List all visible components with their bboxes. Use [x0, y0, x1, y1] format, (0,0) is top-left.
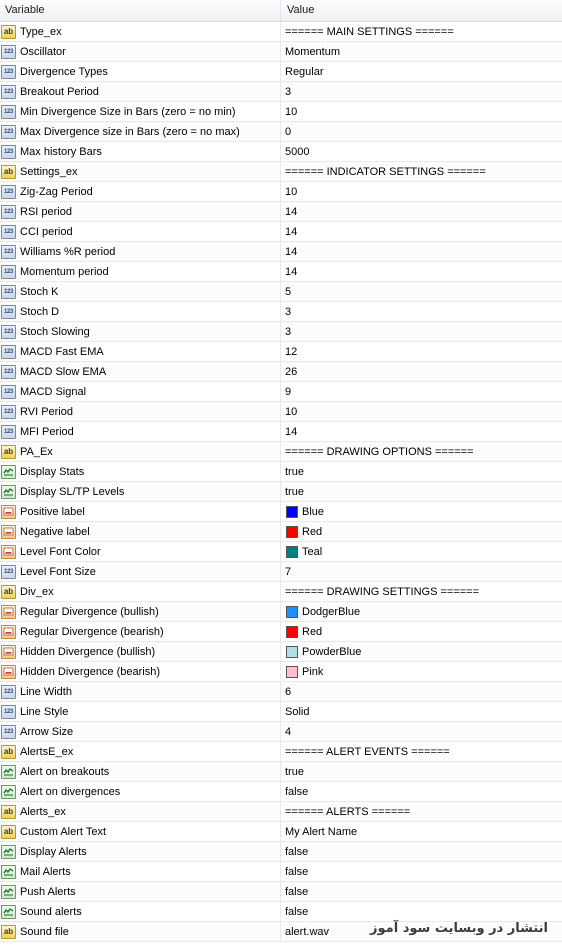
grid-row[interactable] — [0, 642, 562, 662]
value-cell[interactable] — [281, 722, 562, 741]
variable-cell[interactable] — [0, 462, 281, 481]
variable-label: Settings_ex — [20, 165, 78, 178]
variable-label: MACD Fast EMA — [20, 345, 104, 358]
string-type-icon — [1, 925, 16, 939]
variable-cell[interactable] — [0, 422, 281, 441]
value-text: 5 — [285, 285, 292, 298]
value-text: 6 — [285, 685, 292, 698]
grid-row[interactable] — [0, 842, 562, 862]
variable-cell[interactable] — [0, 482, 281, 501]
variable-cell[interactable] — [0, 442, 281, 461]
grid-row[interactable] — [0, 742, 562, 762]
numeric-type-icon — [1, 365, 16, 379]
numeric-type-icon — [1, 685, 16, 699]
value-text: 7 — [285, 565, 292, 578]
variable-cell[interactable] — [0, 762, 281, 781]
color-type-icon — [1, 645, 16, 659]
variable-label: MACD Signal — [20, 385, 87, 398]
string-type-icon — [1, 25, 16, 39]
variable-cell[interactable] — [0, 502, 281, 521]
value-text: true — [285, 765, 304, 778]
value-cell[interactable] — [281, 902, 562, 921]
variable-label: Positive label — [20, 505, 85, 518]
value-cell[interactable] — [281, 442, 562, 461]
numeric-type-icon — [1, 305, 16, 319]
variable-label: Oscillator — [20, 45, 66, 58]
variable-cell[interactable] — [0, 822, 281, 841]
value-cell[interactable] — [281, 142, 562, 161]
grid-row[interactable] — [0, 322, 562, 342]
value-cell[interactable] — [281, 682, 562, 701]
color-swatch — [286, 626, 298, 638]
grid-row[interactable] — [0, 62, 562, 82]
value-text: false — [285, 905, 309, 918]
variable-label: Alerts_ex — [20, 805, 66, 818]
value-text: false — [285, 785, 309, 798]
value-text: Momentum — [285, 45, 341, 58]
value-cell[interactable] — [281, 662, 562, 681]
variable-label: RSI period — [20, 205, 72, 218]
boolean-type-icon — [1, 905, 16, 919]
variable-cell[interactable] — [0, 122, 281, 141]
variable-label: Display Alerts — [20, 845, 87, 858]
variable-label: Momentum period — [20, 265, 109, 278]
variable-cell[interactable] — [0, 262, 281, 281]
value-text: ====== ALERTS ====== — [285, 805, 411, 818]
value-cell[interactable] — [281, 742, 562, 761]
variable-cell[interactable] — [0, 862, 281, 881]
variable-label: Div_ex — [20, 585, 54, 598]
variable-cell[interactable] — [0, 162, 281, 181]
variable-label: Line Width — [20, 685, 72, 698]
value-text: 10 — [285, 405, 298, 418]
grid-row[interactable] — [0, 862, 562, 882]
variable-label: Push Alerts — [20, 885, 76, 898]
variable-cell[interactable] — [0, 882, 281, 901]
value-cell[interactable] — [281, 482, 562, 501]
value-cell[interactable] — [281, 842, 562, 861]
color-type-icon — [1, 665, 16, 679]
value-text: 14 — [285, 425, 298, 438]
numeric-type-icon — [1, 145, 16, 159]
grid-row[interactable] — [0, 822, 562, 842]
grid-row[interactable] — [0, 202, 562, 222]
grid-row[interactable] — [0, 662, 562, 682]
value-cell[interactable] — [281, 462, 562, 481]
grid-row[interactable] — [0, 282, 562, 302]
string-type-icon — [1, 445, 16, 459]
numeric-type-icon — [1, 705, 16, 719]
column-header-value[interactable]: Value — [287, 4, 315, 16]
numeric-type-icon — [1, 325, 16, 339]
value-text: 3 — [285, 325, 292, 338]
variable-label: Type_ex — [20, 25, 62, 38]
grid-header — [0, 0, 562, 22]
numeric-type-icon — [1, 385, 16, 399]
grid-row[interactable] — [0, 482, 562, 502]
variable-cell[interactable] — [0, 22, 281, 41]
numeric-type-icon — [1, 345, 16, 359]
color-type-icon — [1, 505, 16, 519]
value-text: 14 — [285, 205, 298, 218]
grid-row[interactable] — [0, 562, 562, 582]
color-type-icon — [1, 525, 16, 539]
value-text: 26 — [285, 365, 298, 378]
variable-label: Hidden Divergence (bearish) — [20, 665, 161, 678]
grid-row[interactable] — [0, 402, 562, 422]
value-cell[interactable] — [281, 82, 562, 101]
variable-cell[interactable] — [0, 402, 281, 421]
value-text: ====== DRAWING OPTIONS ====== — [285, 445, 474, 458]
value-cell[interactable] — [281, 162, 562, 181]
color-swatch — [286, 546, 298, 558]
variable-cell[interactable] — [0, 802, 281, 821]
grid-row[interactable] — [0, 242, 562, 262]
value-text: false — [285, 885, 309, 898]
grid-row[interactable] — [0, 882, 562, 902]
value-cell[interactable] — [281, 382, 562, 401]
variable-label: Arrow Size — [20, 725, 74, 738]
value-cell[interactable] — [281, 342, 562, 361]
variable-label: CCI period — [20, 225, 73, 238]
value-text: 10 — [285, 105, 298, 118]
value-cell[interactable] — [281, 822, 562, 841]
variable-cell[interactable] — [0, 722, 281, 741]
variable-label: Mail Alerts — [20, 865, 71, 878]
color-swatch — [286, 506, 298, 518]
value-text: Teal — [302, 545, 323, 558]
value-cell[interactable] — [281, 122, 562, 141]
value-cell[interactable] — [281, 302, 562, 321]
boolean-type-icon — [1, 845, 16, 859]
numeric-type-icon — [1, 405, 16, 419]
grid-row[interactable] — [0, 782, 562, 802]
grid-row[interactable] — [0, 22, 562, 42]
numeric-type-icon — [1, 285, 16, 299]
value-text: 9 — [285, 385, 292, 398]
value-text: 4 — [285, 725, 292, 738]
grid-row[interactable] — [0, 222, 562, 242]
value-cell[interactable] — [281, 422, 562, 441]
value-text: Regular — [285, 65, 324, 78]
variable-cell[interactable] — [0, 602, 281, 621]
variable-cell[interactable] — [0, 782, 281, 801]
variable-label: PA_Ex — [20, 445, 53, 458]
value-text: 0 — [285, 125, 292, 138]
boolean-type-icon — [1, 865, 16, 879]
value-cell[interactable] — [281, 622, 562, 641]
value-text: ====== ALERT EVENTS ====== — [285, 745, 450, 758]
value-cell[interactable] — [281, 242, 562, 261]
variable-cell[interactable] — [0, 242, 281, 261]
value-cell[interactable] — [281, 282, 562, 301]
variable-cell[interactable] — [0, 662, 281, 681]
grid-row[interactable] — [0, 502, 562, 522]
value-text: 14 — [285, 225, 298, 238]
variable-label: Regular Divergence (bullish) — [20, 605, 159, 618]
variable-label: Stoch K — [20, 285, 59, 298]
variable-cell[interactable] — [0, 202, 281, 221]
variable-cell[interactable] — [0, 182, 281, 201]
variable-cell[interactable] — [0, 282, 281, 301]
value-cell[interactable] — [281, 642, 562, 661]
variable-label: Stoch Slowing — [20, 325, 90, 338]
boolean-type-icon — [1, 885, 16, 899]
color-type-icon — [1, 625, 16, 639]
variable-cell[interactable] — [0, 82, 281, 101]
value-text: false — [285, 865, 309, 878]
string-type-icon — [1, 825, 16, 839]
grid-row[interactable] — [0, 362, 562, 382]
value-cell[interactable] — [281, 862, 562, 881]
value-text: 10 — [285, 185, 298, 198]
grid-row[interactable] — [0, 902, 562, 922]
value-cell[interactable] — [281, 542, 562, 561]
grid-row[interactable] — [0, 722, 562, 742]
value-text: alert.wav — [285, 925, 330, 938]
variable-label: Display SL/TP Levels — [20, 485, 125, 498]
value-text: PowderBlue — [302, 645, 362, 658]
variable-cell[interactable] — [0, 102, 281, 121]
variable-cell[interactable] — [0, 642, 281, 661]
grid-row[interactable] — [0, 522, 562, 542]
grid-row[interactable] — [0, 262, 562, 282]
variable-label: Alert on breakouts — [20, 765, 110, 778]
color-swatch — [286, 666, 298, 678]
grid-row[interactable] — [0, 122, 562, 142]
variable-label: Regular Divergence (bearish) — [20, 625, 164, 638]
variable-label: Line Style — [20, 705, 69, 718]
variable-label: MACD Slow EMA — [20, 365, 107, 378]
grid-row[interactable] — [0, 462, 562, 482]
value-cell[interactable] — [281, 782, 562, 801]
variable-label: Alert on divergences — [20, 785, 121, 798]
value-cell[interactable] — [281, 102, 562, 121]
value-cell[interactable] — [281, 502, 562, 521]
grid-row[interactable] — [0, 542, 562, 562]
value-text: ====== DRAWING SETTINGS ====== — [285, 585, 480, 598]
boolean-type-icon — [1, 485, 16, 499]
variable-cell[interactable] — [0, 542, 281, 561]
value-cell[interactable] — [281, 802, 562, 821]
variable-cell[interactable] — [0, 742, 281, 761]
value-cell[interactable] — [281, 202, 562, 221]
variable-label: Custom Alert Text — [20, 825, 106, 838]
value-text: 5000 — [285, 145, 310, 158]
value-text: 14 — [285, 245, 298, 258]
value-text: My Alert Name — [285, 825, 358, 838]
value-text: 14 — [285, 265, 298, 278]
variable-label: Sound file — [20, 925, 69, 938]
value-text: true — [285, 465, 304, 478]
boolean-type-icon — [1, 765, 16, 779]
variable-label: Stoch D — [20, 305, 60, 318]
variable-cell[interactable] — [0, 302, 281, 321]
value-text: Red — [302, 525, 323, 538]
numeric-type-icon — [1, 265, 16, 279]
variable-cell[interactable] — [0, 342, 281, 361]
variable-cell[interactable] — [0, 42, 281, 61]
grid-row[interactable] — [0, 442, 562, 462]
numeric-type-icon — [1, 205, 16, 219]
color-swatch — [286, 526, 298, 538]
grid-row[interactable] — [0, 82, 562, 102]
variable-label: Negative label — [20, 525, 90, 538]
variable-label: Level Font Size — [20, 565, 96, 578]
variable-cell[interactable] — [0, 842, 281, 861]
grid-row[interactable] — [0, 142, 562, 162]
color-type-icon — [1, 605, 16, 619]
variable-cell[interactable] — [0, 902, 281, 921]
grid-row[interactable] — [0, 342, 562, 362]
variable-label: Divergence Types — [20, 65, 108, 78]
string-type-icon — [1, 165, 16, 179]
variable-label: Display Stats — [20, 465, 85, 478]
numeric-type-icon — [1, 225, 16, 239]
value-cell[interactable] — [281, 562, 562, 581]
value-cell[interactable] — [281, 402, 562, 421]
value-text: Solid — [285, 705, 310, 718]
variable-cell[interactable] — [0, 142, 281, 161]
variable-label: Williams %R period — [20, 245, 116, 258]
boolean-type-icon — [1, 465, 16, 479]
variable-label: MFI Period — [20, 425, 74, 438]
value-cell[interactable] — [281, 222, 562, 241]
variable-cell[interactable] — [0, 322, 281, 341]
value-cell[interactable] — [281, 322, 562, 341]
numeric-type-icon — [1, 45, 16, 59]
variable-label: Level Font Color — [20, 545, 101, 558]
grid-rows — [0, 22, 562, 942]
string-type-icon — [1, 805, 16, 819]
variable-label: RVI Period — [20, 405, 73, 418]
value-cell[interactable] — [281, 42, 562, 61]
grid-row[interactable] — [0, 162, 562, 182]
value-cell[interactable] — [281, 702, 562, 721]
value-text: 12 — [285, 345, 298, 358]
color-type-icon — [1, 545, 16, 559]
numeric-type-icon — [1, 245, 16, 259]
numeric-type-icon — [1, 725, 16, 739]
value-cell[interactable] — [281, 262, 562, 281]
numeric-type-icon — [1, 125, 16, 139]
value-text: Pink — [302, 665, 324, 678]
grid-row[interactable] — [0, 702, 562, 722]
variable-label: AlertsE_ex — [20, 745, 74, 758]
value-cell[interactable] — [281, 62, 562, 81]
grid-row[interactable] — [0, 102, 562, 122]
value-cell[interactable] — [281, 582, 562, 601]
value-text: 3 — [285, 305, 292, 318]
color-swatch — [286, 646, 298, 658]
value-cell[interactable] — [281, 22, 562, 41]
variable-cell[interactable] — [0, 622, 281, 641]
boolean-type-icon — [1, 785, 16, 799]
column-header-variable[interactable]: Variable — [0, 0, 281, 21]
grid-row[interactable] — [0, 382, 562, 402]
variable-cell[interactable] — [0, 362, 281, 381]
variable-cell[interactable] — [0, 522, 281, 541]
grid-row[interactable] — [0, 302, 562, 322]
grid-row[interactable] — [0, 682, 562, 702]
variable-cell[interactable] — [0, 222, 281, 241]
variable-label: Max history Bars — [20, 145, 102, 158]
value-text: DodgerBlue — [302, 605, 361, 618]
value-text: false — [285, 845, 309, 858]
numeric-type-icon — [1, 65, 16, 79]
variable-cell[interactable] — [0, 922, 281, 941]
value-text: Red — [302, 625, 323, 638]
value-text: ====== MAIN SETTINGS ====== — [285, 25, 454, 38]
grid-row[interactable] — [0, 602, 562, 622]
value-text: Blue — [302, 505, 325, 518]
variable-label: Sound alerts — [20, 905, 82, 918]
value-text: true — [285, 485, 304, 498]
numeric-type-icon — [1, 105, 16, 119]
variable-label: Max Divergence size in Bars (zero = no max) — [20, 125, 240, 138]
grid-row[interactable] — [0, 762, 562, 782]
variable-cell[interactable] — [0, 682, 281, 701]
variable-label: Zig-Zag Period — [20, 185, 93, 198]
numeric-type-icon — [1, 565, 16, 579]
numeric-type-icon — [1, 425, 16, 439]
variable-cell[interactable] — [0, 62, 281, 81]
numeric-type-icon — [1, 185, 16, 199]
variable-label: Hidden Divergence (bullish) — [20, 645, 156, 658]
value-cell[interactable] — [281, 882, 562, 901]
value-cell[interactable] — [281, 182, 562, 201]
value-text: ====== INDICATOR SETTINGS ====== — [285, 165, 486, 178]
string-type-icon — [1, 585, 16, 599]
grid-row[interactable] — [0, 622, 562, 642]
numeric-type-icon — [1, 85, 16, 99]
watermark-text: انتشار در وبسایت سود آموز — [370, 921, 548, 936]
grid-row[interactable] — [0, 182, 562, 202]
grid-row[interactable] — [0, 582, 562, 602]
variable-label: Min Divergence Size in Bars (zero = no min) — [20, 105, 236, 118]
variable-cell[interactable] — [0, 582, 281, 601]
grid-row[interactable] — [0, 42, 562, 62]
variable-label: Breakout Period — [20, 85, 99, 98]
grid-row[interactable] — [0, 422, 562, 442]
value-cell[interactable] — [281, 762, 562, 781]
value-cell[interactable] — [281, 362, 562, 381]
value-text: 3 — [285, 85, 292, 98]
variable-cell[interactable] — [0, 382, 281, 401]
variable-cell[interactable] — [0, 702, 281, 721]
color-swatch — [286, 606, 298, 618]
value-cell[interactable] — [281, 522, 562, 541]
value-cell[interactable] — [281, 602, 562, 621]
grid-row[interactable] — [0, 802, 562, 822]
variable-cell[interactable] — [0, 562, 281, 581]
string-type-icon — [1, 745, 16, 759]
